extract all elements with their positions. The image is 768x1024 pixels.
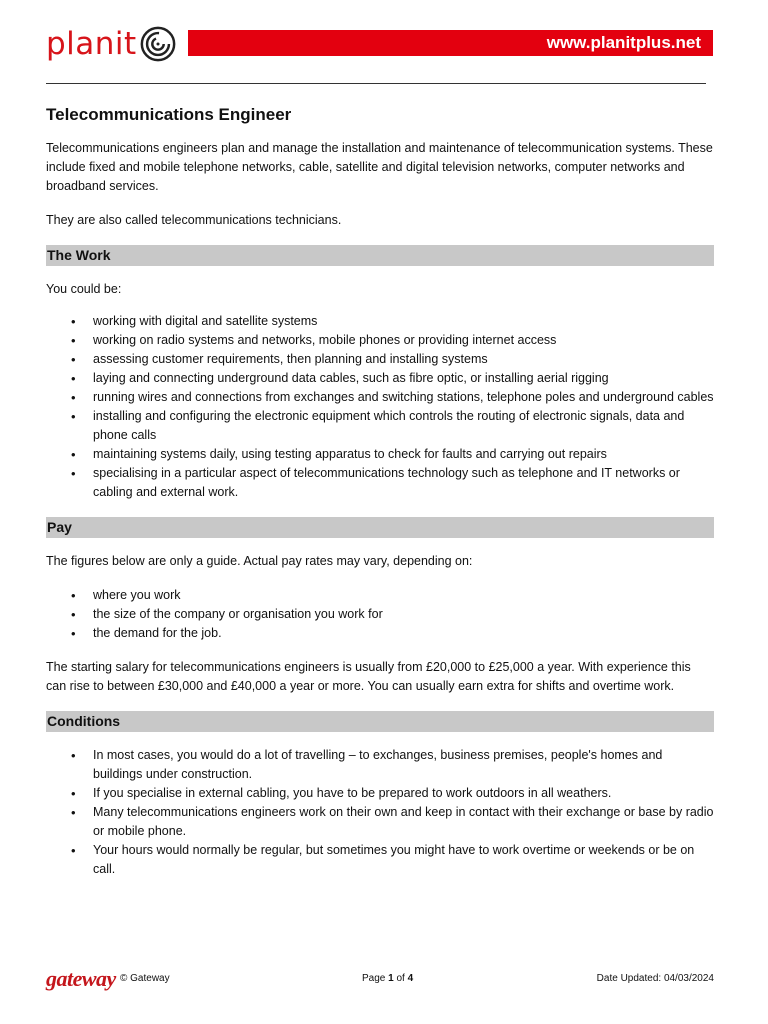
page-footer [46,966,714,996]
list-item: • running wires and connections from exchanges and switching stations, telephone poles and underground cables [46,388,714,407]
page-current: 1 [388,973,394,984]
list-item: • Many telecommunications engineers work on their own and keep in contact with their exchange or base by radio or mobile phone. [46,803,714,841]
planit-logo[interactable] [46,24,177,64]
website-url-banner[interactable]: www.planitplus.net [188,30,713,56]
swirl-logo-icon [139,25,177,63]
logo-wordmark: planit [46,26,137,62]
document-body [46,104,714,894]
intro-paragraph: Telecommunications engineers plan and manage the installation and maintenance of telecommunication systems. These include fixed and mobile telephone networks, cable, satellite and digital television networks, computer networks and broadband services. [46,141,713,193]
list-item: • specialising in a particular aspect of telecommunications technology such as telephone and IT networks or cabling and external work. [46,464,714,502]
gateway-logo: gateway [46,966,116,991]
list-item: • In most cases, you would do a lot of travelling – to exchanges, business premises, people's homes and buildings under construction. [46,746,714,784]
pay-factors-list [46,586,714,643]
salary-paragraph: The starting salary for telecommunications engineers is usually from £20,000 to £25,000 a year. With experience this can rise to between £30,000 and £40,000 a year or more. You can usually earn extra for shifts and overtime work. [46,660,691,693]
list-item: • where you work [46,586,714,605]
copyright-text: © Gateway [120,973,170,984]
list-item: • If you specialise in external cabling, you have to be prepared to work outdoors in all weathers. [46,784,714,803]
list-item: • installing and configuring the electronic equipment which controls the routing of electronic signals, data and phone calls [46,407,714,445]
page-of: of [393,973,408,984]
list-item: • the demand for the job. [46,624,714,643]
section-heading-conditions: Conditions [46,711,714,732]
date-updated: Date Updated: 04/03/2024 [596,973,714,984]
page-title: Telecommunications Engineer [46,105,292,124]
work-list [46,312,714,502]
list-item: • working with digital and satellite systems [46,312,714,331]
page-prefix: Page [362,973,389,984]
page-header [0,0,768,90]
list-item: • Your hours would normally be regular, but sometimes you might have to work overtime or weekends or be on call. [46,841,714,879]
list-item: • maintaining systems daily, using testing apparatus to check for faults and carrying out repairs [46,445,714,464]
pay-lead: The figures below are only a guide. Actual pay rates may vary, depending on: [46,554,473,568]
header-divider [46,83,706,84]
work-lead: You could be: [46,282,122,296]
list-item: • the size of the company or organisation you work for [46,605,714,624]
intro-paragraph: They are also called telecommunications technicians. [46,213,342,227]
conditions-list [46,746,714,879]
section-heading-pay: Pay [46,517,714,538]
section-heading-work: The Work [46,245,714,266]
list-item: • working on radio systems and networks, mobile phones or providing internet access [46,331,714,350]
list-item: • laying and connecting underground data cables, such as fibre optic, or installing aerial rigging [46,369,714,388]
page-number [362,973,413,984]
page-total: 4 [407,973,414,984]
list-item: • assessing customer requirements, then planning and installing systems [46,350,714,369]
